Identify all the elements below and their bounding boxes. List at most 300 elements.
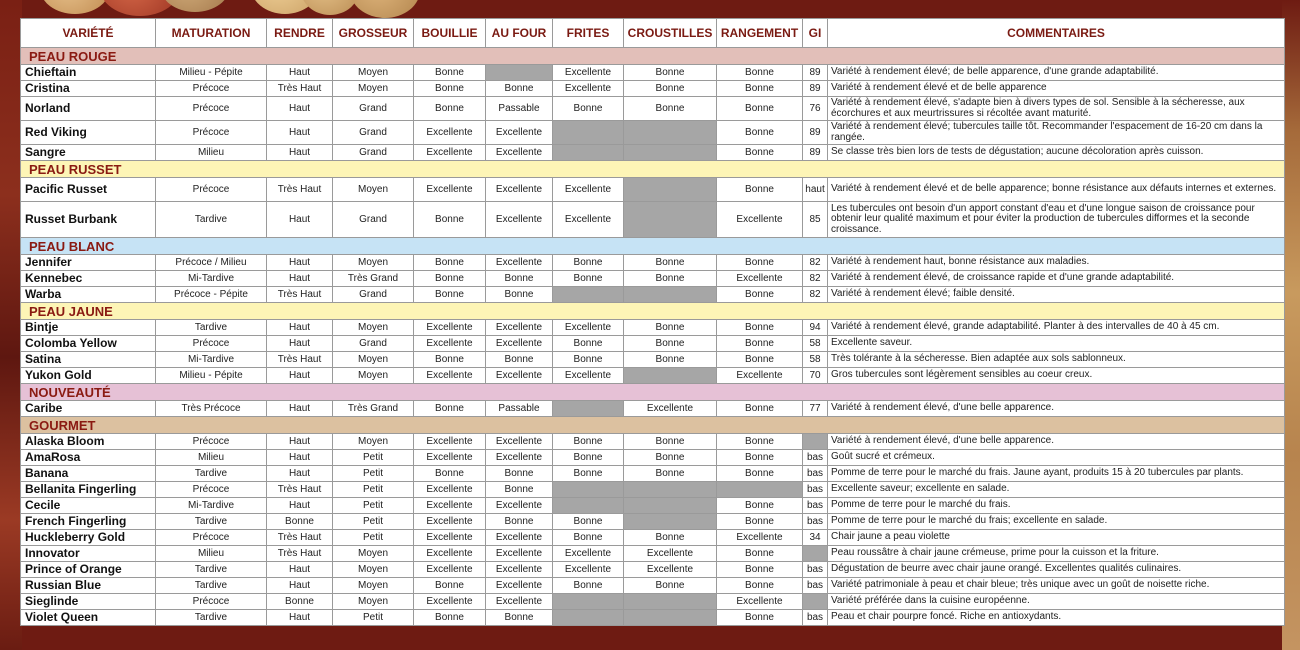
croustilles-cell: Bonne [624,336,717,352]
frites-cell: Excellente [553,65,624,81]
potato-varieties-table [20,18,1285,626]
variety-name-cell: AmaRosa [21,450,156,466]
rendre-cell: Très Haut [267,352,333,368]
bouillie-cell: Bonne [414,65,486,81]
rendre-cell: Très Haut [267,482,333,498]
section-title: GOURMET [21,417,1285,434]
frites-cell [553,401,624,417]
rangement-cell: Bonne [717,145,803,161]
table-row [21,97,1285,121]
header-grosseur: GROSSEUR [333,19,414,48]
au-four-cell: Bonne [486,287,553,303]
commentaires-cell: Les tubercules ont besoin d'un apport constant d'eau et d'une longue saison de croissance pour obtenir leur qualité maximum et pour éviter la production de tubercules difformes et la seconde croissance. [828,202,1285,238]
au-four-cell: Excellente [486,202,553,238]
bouillie-cell: Bonne [414,352,486,368]
maturation-cell: Précoce [156,336,267,352]
variety-name-cell: French Fingerling [21,514,156,530]
grosseur-cell: Petit [333,482,414,498]
rangement-cell: Bonne [717,401,803,417]
bouillie-cell: Excellente [414,336,486,352]
variety-name-cell: Banana [21,466,156,482]
croustilles-cell [624,482,717,498]
rendre-cell: Bonne [267,514,333,530]
frites-cell: Excellente [553,81,624,97]
rangement-cell: Bonne [717,466,803,482]
croustilles-cell: Bonne [624,450,717,466]
frites-cell: Bonne [553,530,624,546]
header-variete: VARIÉTÉ [21,19,156,48]
grosseur-cell: Petit [333,530,414,546]
grosseur-cell: Moyen [333,81,414,97]
grosseur-cell: Moyen [333,562,414,578]
au-four-cell: Excellente [486,594,553,610]
bouillie-cell: Excellente [414,178,486,202]
au-four-cell: Bonne [486,81,553,97]
gi-cell: 89 [803,81,828,97]
variety-name-cell: Bellanita Fingerling [21,482,156,498]
table-row [21,594,1285,610]
au-four-cell: Bonne [486,610,553,626]
frites-cell [553,594,624,610]
table-row [21,482,1285,498]
rangement-cell: Bonne [717,121,803,145]
rangement-cell: Bonne [717,65,803,81]
table-row [21,546,1285,562]
maturation-cell: Tardive [156,202,267,238]
table-row [21,401,1285,417]
commentaires-cell: Pomme de terre pour le marché du frais. [828,498,1285,514]
table-row [21,336,1285,352]
grosseur-cell: Moyen [333,578,414,594]
frites-cell: Bonne [553,450,624,466]
rendre-cell: Haut [267,578,333,594]
commentaires-cell: Chair jaune a peau violette [828,530,1285,546]
bouillie-cell: Excellente [414,320,486,336]
croustilles-cell: Bonne [624,271,717,287]
rangement-cell: Bonne [717,546,803,562]
au-four-cell: Passable [486,401,553,417]
table-row [21,368,1285,384]
table-row [21,202,1285,238]
au-four-cell: Excellente [486,562,553,578]
bouillie-cell: Bonne [414,202,486,238]
variety-name-cell: Russian Blue [21,578,156,594]
frites-cell: Bonne [553,271,624,287]
au-four-cell: Bonne [486,514,553,530]
commentaires-cell: Variété à rendement élevé, grande adaptabilité. Planter à des intervalles de 40 à 45 cm. [828,320,1285,336]
bouillie-cell: Excellente [414,562,486,578]
au-four-cell: Excellente [486,336,553,352]
maturation-cell: Tardive [156,320,267,336]
grosseur-cell: Très Grand [333,401,414,417]
rangement-cell: Bonne [717,178,803,202]
bouillie-cell: Bonne [414,287,486,303]
rendre-cell: Très Haut [267,530,333,546]
rendre-cell: Haut [267,97,333,121]
croustilles-cell: Bonne [624,434,717,450]
section-title: PEAU ROUGE [21,48,1285,65]
rendre-cell: Haut [267,255,333,271]
croustilles-cell: Bonne [624,466,717,482]
maturation-cell: Précoce - Pépite [156,287,267,303]
frites-cell: Bonne [553,578,624,594]
variety-name-cell: Pacific Russet [21,178,156,202]
frites-cell: Bonne [553,466,624,482]
commentaires-cell: Variété à rendement haut, bonne résistance aux maladies. [828,255,1285,271]
rangement-cell: Bonne [717,287,803,303]
maturation-cell: Tardive [156,466,267,482]
rendre-cell: Haut [267,466,333,482]
variety-name-cell: Violet Queen [21,610,156,626]
grosseur-cell: Petit [333,466,414,482]
grosseur-cell: Petit [333,498,414,514]
maturation-cell: Mi-Tardive [156,498,267,514]
grosseur-cell: Moyen [333,368,414,384]
gi-cell [803,434,828,450]
variety-name-cell: Alaska Bloom [21,434,156,450]
commentaires-cell: Variété préférée dans la cuisine européenne. [828,594,1285,610]
au-four-cell: Bonne [486,271,553,287]
header-maturation: MATURATION [156,19,267,48]
potato-image [350,0,420,18]
gi-cell: 82 [803,287,828,303]
table-row [21,562,1285,578]
au-four-cell: Excellente [486,578,553,594]
bouillie-cell: Excellente [414,482,486,498]
rangement-cell: Excellente [717,594,803,610]
variety-name-cell: Innovator [21,546,156,562]
croustilles-cell: Excellente [624,401,717,417]
section-header-row [21,48,1285,65]
grosseur-cell: Moyen [333,178,414,202]
rendre-cell: Haut [267,145,333,161]
variety-name-cell: Cristina [21,81,156,97]
table-row [21,178,1285,202]
header-au-four: AU FOUR [486,19,553,48]
rendre-cell: Haut [267,450,333,466]
commentaires-cell: Se classe très bien lors de tests de dégustation; aucune décoloration après cuisson. [828,145,1285,161]
grosseur-cell: Moyen [333,320,414,336]
section-header-row [21,238,1285,255]
bouillie-cell: Excellente [414,450,486,466]
table-row [21,514,1285,530]
maturation-cell: Précoce [156,178,267,202]
bouillie-cell: Excellente [414,434,486,450]
table-row [21,121,1285,145]
maturation-cell: Milieu [156,450,267,466]
rendre-cell: Très Haut [267,287,333,303]
maturation-cell: Tardive [156,610,267,626]
au-four-cell: Bonne [486,482,553,498]
commentaires-cell: Peau roussâtre à chair jaune crémeuse, prime pour la cuisson et la friture. [828,546,1285,562]
variety-name-cell: Bintje [21,320,156,336]
commentaires-cell: Variété à rendement élevé, d'une belle apparence. [828,434,1285,450]
rangement-cell: Bonne [717,450,803,466]
commentaires-cell: Excellente saveur; excellente en salade. [828,482,1285,498]
bouillie-cell: Excellente [414,530,486,546]
bouillie-cell: Bonne [414,466,486,482]
table-row [21,145,1285,161]
grosseur-cell: Petit [333,450,414,466]
table-row [21,287,1285,303]
croustilles-cell [624,514,717,530]
section-title: NOUVEAUTÉ [21,384,1285,401]
grosseur-cell: Grand [333,287,414,303]
bouillie-cell: Excellente [414,514,486,530]
grosseur-cell: Grand [333,145,414,161]
maturation-cell: Milieu [156,145,267,161]
gi-cell: 82 [803,271,828,287]
grosseur-cell: Moyen [333,594,414,610]
bouillie-cell: Bonne [414,255,486,271]
variety-name-cell: Huckleberry Gold [21,530,156,546]
gi-cell: bas [803,610,828,626]
section-title: PEAU BLANC [21,238,1285,255]
variety-name-cell: Russet Burbank [21,202,156,238]
header-commentaires: COMMENTAIRES [828,19,1285,48]
croustilles-cell: Bonne [624,578,717,594]
bouillie-cell: Bonne [414,81,486,97]
maturation-cell: Précoce [156,97,267,121]
commentaires-cell: Variété à rendement élevé, s'adapte bien à divers types de sol. Sensible à la sécheresse, aux écorchures et aux meurtrissures si récoltée avant maturité. [828,97,1285,121]
frites-cell: Bonne [553,514,624,530]
grosseur-cell: Moyen [333,352,414,368]
bouillie-cell: Excellente [414,368,486,384]
rendre-cell: Très Haut [267,81,333,97]
commentaires-cell: Variété à rendement élevé; de belle apparence, d'une grande adaptabilité. [828,65,1285,81]
section-header-row [21,303,1285,320]
variety-name-cell: Colomba Yellow [21,336,156,352]
croustilles-cell: Bonne [624,320,717,336]
croustilles-cell: Bonne [624,255,717,271]
frites-cell: Bonne [553,352,624,368]
header-frites: FRITES [553,19,624,48]
au-four-cell: Excellente [486,255,553,271]
frites-cell: Excellente [553,546,624,562]
croustilles-cell [624,594,717,610]
header-rangement: RANGEMENT [717,19,803,48]
croustilles-cell: Excellente [624,546,717,562]
rendre-cell: Très Haut [267,546,333,562]
croustilles-cell: Bonne [624,81,717,97]
gi-cell: 85 [803,202,828,238]
rangement-cell: Bonne [717,562,803,578]
au-four-cell: Excellente [486,368,553,384]
frites-cell: Excellente [553,320,624,336]
croustilles-cell [624,368,717,384]
maturation-cell: Mi-Tardive [156,271,267,287]
variety-name-cell: Sieglinde [21,594,156,610]
grosseur-cell: Petit [333,610,414,626]
au-four-cell: Excellente [486,434,553,450]
maturation-cell: Tardive [156,514,267,530]
commentaires-cell: Variété à rendement élevé; faible densité. [828,287,1285,303]
table-row [21,271,1285,287]
maturation-cell: Précoce / Milieu [156,255,267,271]
potato-image [40,0,110,14]
commentaires-cell: Pomme de terre pour le marché du frais; excellente en salade. [828,514,1285,530]
croustilles-cell [624,202,717,238]
section-title: PEAU JAUNE [21,303,1285,320]
gi-cell: 89 [803,121,828,145]
variety-name-cell: Jennifer [21,255,156,271]
commentaires-cell: Dégustation de beurre avec chair jaune orangé. Excellentes qualités culinaires. [828,562,1285,578]
grosseur-cell: Petit [333,514,414,530]
commentaires-cell: Variété à rendement élevé; tubercules taille tôt. Recommander l'espacement de 16-20 cm dans la rangée. [828,121,1285,145]
variety-name-cell: Cecile [21,498,156,514]
rendre-cell: Haut [267,610,333,626]
rangement-cell: Excellente [717,368,803,384]
gi-cell: bas [803,482,828,498]
rangement-cell: Bonne [717,514,803,530]
table-row [21,352,1285,368]
variety-name-cell: Kennebec [21,271,156,287]
frites-cell: Bonne [553,434,624,450]
rendre-cell: Haut [267,121,333,145]
commentaires-cell: Variété à rendement élevé, d'une belle apparence. [828,401,1285,417]
frites-cell [553,145,624,161]
table-row [21,450,1285,466]
grosseur-cell: Moyen [333,65,414,81]
gi-cell: 58 [803,336,828,352]
variety-name-cell: Satina [21,352,156,368]
commentaires-cell: Très tolérante à la sécheresse. Bien adaptée aux sols sablonneux. [828,352,1285,368]
section-header-row [21,384,1285,401]
au-four-cell: Passable [486,97,553,121]
commentaires-cell: Peau et chair pourpre foncé. Riche en antioxydants. [828,610,1285,626]
au-four-cell: Excellente [486,546,553,562]
commentaires-cell: Pomme de terre pour le marché du frais. Jaune ayant, produits 15 à 20 tubercules par plants. [828,466,1285,482]
maturation-cell: Très Précoce [156,401,267,417]
maturation-cell: Précoce [156,482,267,498]
rangement-cell [717,482,803,498]
gi-cell: 76 [803,97,828,121]
header-rendre: RENDRE [267,19,333,48]
table-row [21,81,1285,97]
rendre-cell: Haut [267,320,333,336]
grosseur-cell: Moyen [333,546,414,562]
gi-cell: bas [803,450,828,466]
bouillie-cell: Bonne [414,271,486,287]
rangement-cell: Bonne [717,610,803,626]
variety-name-cell: Norland [21,97,156,121]
bouillie-cell: Excellente [414,546,486,562]
table-row [21,320,1285,336]
croustilles-cell [624,178,717,202]
table-row [21,255,1285,271]
variety-name-cell: Yukon Gold [21,368,156,384]
rangement-cell: Bonne [717,97,803,121]
commentaires-cell: Gros tubercules sont légèrement sensibles au coeur creux. [828,368,1285,384]
rendre-cell: Haut [267,434,333,450]
rendre-cell: Haut [267,368,333,384]
rendre-cell: Bonne [267,594,333,610]
rangement-cell: Bonne [717,320,803,336]
grosseur-cell: Moyen [333,434,414,450]
rangement-cell: Bonne [717,255,803,271]
variety-name-cell: Prince of Orange [21,562,156,578]
gi-cell: 77 [803,401,828,417]
background-left-edge [0,0,22,650]
rendre-cell: Haut [267,562,333,578]
variety-name-cell: Caribe [21,401,156,417]
frites-cell: Excellente [553,368,624,384]
gi-cell: bas [803,466,828,482]
croustilles-cell: Excellente [624,562,717,578]
maturation-cell: Précoce [156,434,267,450]
au-four-cell: Excellente [486,530,553,546]
frites-cell [553,482,624,498]
frites-cell [553,610,624,626]
croustilles-cell: Bonne [624,65,717,81]
table-row [21,498,1285,514]
gi-cell: bas [803,498,828,514]
bouillie-cell: Excellente [414,498,486,514]
grosseur-cell: Grand [333,336,414,352]
bouillie-cell: Bonne [414,578,486,594]
grosseur-cell: Moyen [333,255,414,271]
section-header-row [21,161,1285,178]
rangement-cell: Bonne [717,352,803,368]
croustilles-cell: Bonne [624,97,717,121]
au-four-cell: Excellente [486,121,553,145]
gi-cell: 89 [803,145,828,161]
commentaires-cell: Variété à rendement élevé, de croissance rapide et d'une grande adaptabilité. [828,271,1285,287]
header-croustilles: CROUSTILLES [624,19,717,48]
maturation-cell: Milieu [156,546,267,562]
gi-cell [803,594,828,610]
variety-name-cell: Chieftain [21,65,156,81]
gi-cell [803,546,828,562]
frites-cell: Excellente [553,562,624,578]
table-row [21,610,1285,626]
croustilles-cell: Bonne [624,352,717,368]
rendre-cell: Haut [267,65,333,81]
gi-cell: bas [803,562,828,578]
frites-cell [553,121,624,145]
gi-cell: haut [803,178,828,202]
rangement-cell: Excellente [717,530,803,546]
bouillie-cell: Excellente [414,121,486,145]
croustilles-cell [624,145,717,161]
maturation-cell: Milieu - Pépite [156,65,267,81]
gi-cell: 89 [803,65,828,81]
grosseur-cell: Grand [333,121,414,145]
rendre-cell: Haut [267,202,333,238]
maturation-cell: Précoce [156,81,267,97]
au-four-cell: Excellente [486,498,553,514]
au-four-cell [486,65,553,81]
bouillie-cell: Bonne [414,401,486,417]
section-header-row [21,417,1285,434]
section-title: PEAU RUSSET [21,161,1285,178]
header-bouillie: BOUILLIE [414,19,486,48]
variety-name-cell: Red Viking [21,121,156,145]
grosseur-cell: Grand [333,202,414,238]
rendre-cell: Haut [267,498,333,514]
commentaires-cell: Variété à rendement élevé et de belle apparence [828,81,1285,97]
au-four-cell: Excellente [486,450,553,466]
rangement-cell: Bonne [717,336,803,352]
table-row [21,466,1285,482]
commentaires-cell: Variété patrimoniale à peau et chair bleue; très unique avec un goût de noisette riche. [828,578,1285,594]
header-row [21,19,1285,48]
au-four-cell: Excellente [486,320,553,336]
croustilles-cell [624,121,717,145]
variety-name-cell: Sangre [21,145,156,161]
gi-cell: 94 [803,320,828,336]
gi-cell: 82 [803,255,828,271]
